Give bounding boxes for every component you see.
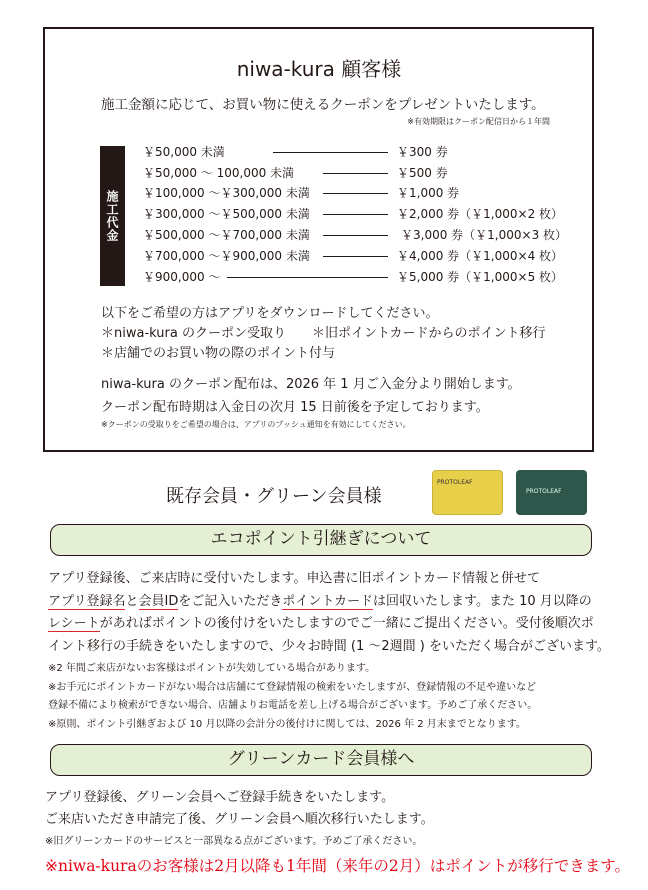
eco-note: ※お手元にポイントカードがない場合は店舗にて登録情報の検索をいたしますが、登録情報の不足や違いなど [48,682,537,693]
app-line: ＊niwa-kura のクーポン受取り ＊旧ポイントカードからのポイント移行 [101,326,546,341]
card-logo: PROTOLEAF [437,479,473,486]
text: と [125,594,139,609]
coupon-row [143,226,568,246]
members-heading: 既存会員・グリーン会員様 [166,486,382,507]
eco-line [48,612,594,631]
amount: ￥300 券 [397,145,448,159]
coupon-row [143,247,563,267]
leader-line [323,256,388,257]
range: ￥300,000 ～￥500,000 未満 [143,207,310,221]
amount: ￥5,000 券（￥1,000×5 枚） [397,270,564,284]
underlined-member-id: 会員ID [138,594,179,609]
coupon-row [143,205,563,225]
coupon-section [43,27,594,452]
start-line: クーポン配布時期は入金日の次月 15 日前後を予定しております。 [101,400,489,415]
green-card-image [516,470,587,515]
eco-note: ※原則、ポイント引継ぎおよび 10 月以降の会計分の後付けに関しては、2026 年 2 月末までとなります。 [48,719,527,730]
range: ￥100,000 ～￥300,000 未満 [143,186,310,200]
text: は回収いたします。また 10 月以降の [373,594,592,609]
range: ￥700,000 ～￥900,000 未満 [143,249,310,263]
app-line: ＊店舗でのお買い物の際のポイント付与 [101,346,336,361]
green-line: ご来店いただき申請完了後、グリーン会員へ順次移行いたします。 [45,812,434,827]
yellow-card-image [432,470,503,515]
coupon-row [143,143,563,163]
range: ￥50,000 ～ 100,000 未満 [143,166,295,180]
amount: ￥1,000 券 [397,186,460,200]
amount: ￥4,000 券（￥1,000×4 枚） [397,249,564,263]
push-note: ※クーポンの受取りをご希望の場合は、アプリのプッシュ通知を有効にしてください。 [101,420,411,429]
coupon-intro: 施工金額に応じて、お買い物に使えるクーポンをプレゼントいたします。 [101,97,545,113]
amount: ￥3,000 券（￥1,000×3 枚） [401,228,568,242]
eco-note: ※2 年間ご来店がないお客様はポイントが失効している場合があります。 [48,663,376,674]
green-card-heading: グリーンカード会員様へ [50,744,592,776]
green-note: ※旧グリーンカードのサービスと一部異なる点がございます。予めご了承ください。 [45,836,423,847]
text: があればポイントの後付けをいたしますのでご一緒にご提出ください。受付後順次ポ [99,616,594,631]
green-line: アプリ登録後、グリーン会員へご登録手続きをいたします。 [45,790,395,805]
leader-line [323,235,388,236]
text: をご記入いただき [178,594,283,609]
leader-line [273,152,388,153]
leader-line [227,277,388,278]
coupon-title: niwa-kura 顧客様 [236,57,402,81]
card-logo: PROTOLEAF [526,488,562,495]
eco-point-heading: エコポイント引継ぎについて [50,524,592,556]
eco-line: アプリ登録後、ご来店時に受付いたします。申込書に旧ポイントカード情報と併せて [48,571,541,586]
coupon-row [143,184,563,204]
construction-fee-badge: 施工代金 [100,146,125,286]
start-line: niwa-kura のクーポン配布は、2026 年 1 月ご入金分より開始します。 [101,377,521,392]
eco-line [48,590,592,609]
underlined-point-card: ポイントカード [282,594,373,609]
amount: ￥500 券 [397,166,448,180]
validity-note: ※有効期限はクーポン配信日から１年間 [407,117,550,126]
amount: ￥2,000 券（￥1,000×2 枚） [397,207,564,221]
app-line: 以下をご希望の方はアプリをダウンロードしてください。 [101,306,439,321]
eco-note: 登録不備により検索ができない場合、店舗よりお電話を差し上げる場合がございます。予めご了承ください。 [48,700,538,711]
coupon-row [143,164,563,184]
leader-line [323,173,388,174]
red-notice: ※niwa-kuraのお客様は2月以降も1年間（来年の2月）はポイントが移行できます。 [45,857,631,875]
range: ￥900,000 ～ [143,270,221,284]
eco-line: イント移行の手続きをいたしますので、少々お時間 (1 ～2週間 ) をいただく場合がございます。 [48,639,610,654]
range: ￥50,000 未満 [143,145,225,159]
range: ￥500,000 ～￥700,000 未満 [143,228,310,242]
underlined-receipt: レシート [48,616,100,631]
underlined-app-name: アプリ登録名 [48,594,126,609]
coupon-row [143,268,563,288]
leader-line [323,214,388,215]
leader-line [323,193,388,194]
